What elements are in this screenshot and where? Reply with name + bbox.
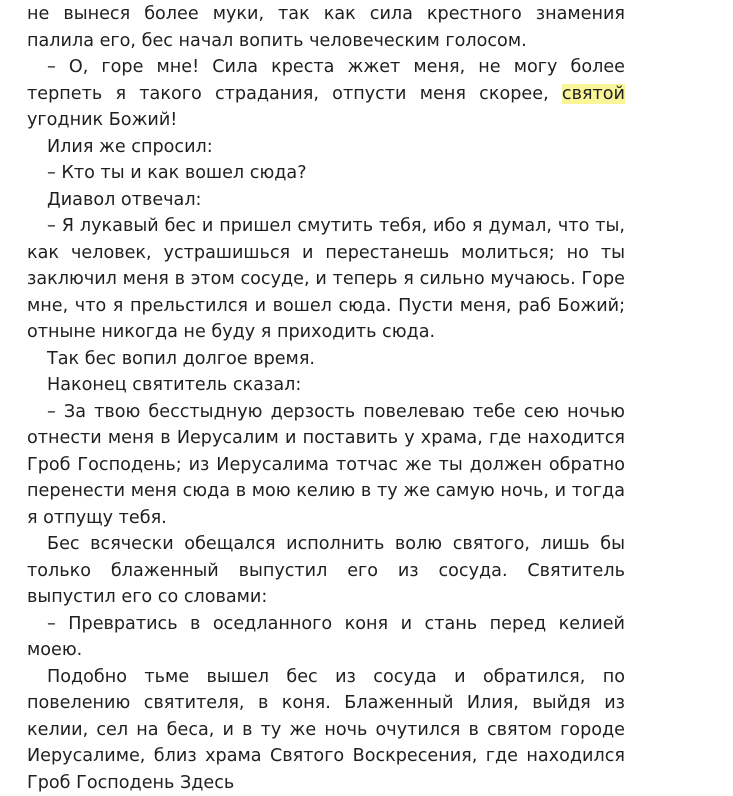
text-span: Бес всячески обещался исполнить волю святого, лишь бы только блаженный выпустил его из сосуда. Святитель выпустил его со словами: [27, 534, 625, 607]
text-span: Илия же спросил: [47, 137, 213, 157]
text-span: – Кто ты и как вошел сюда? [47, 163, 307, 183]
book-text [27, 1, 625, 796]
paragraph [27, 160, 625, 187]
paragraph [27, 213, 625, 346]
text-span: Так бес вопил долгое время. [47, 349, 315, 369]
paragraph [27, 664, 625, 796]
paragraph-continuation [27, 1, 625, 54]
text-span: Подобно тьме вышел бес из сосуда и обратился, по повелению святителя, в коня. Блаженный Илия, выйдя из келии, сел на беса, и в ту же ночь очутился в святом городе Иерусалиме, близ храма Святого Воскресения, где находился Гроб Господень Здесь [27, 667, 625, 793]
text-span: угодник Божий! [27, 110, 177, 130]
paragraph [27, 372, 625, 399]
text-span: – Я лукавый бес и пришел смутить тебя, ибо я думал, что ты, как человек, устрашишься и перестанешь молиться; но ты заключил меня в этом сосуде, и теперь я сильно мучаюсь. Горе мне, что я прельстился и вошел сюда. Пусти меня, раб Божий; отныне никогда не буду я приходить сюда. [27, 216, 625, 342]
paragraph [27, 134, 625, 161]
text-span: – Превратись в оседланного коня и стань перед келией моею. [27, 614, 625, 661]
paragraph [27, 187, 625, 214]
text-span: – О, горе мне! Сила креста жжет меня, не могу более терпеть я такого страдания, отпусти меня скорее, [27, 57, 625, 104]
paragraph [27, 399, 625, 532]
highlighted-word[interactable]: святой [562, 84, 625, 104]
page-margin [637, 0, 733, 717]
paragraph [27, 611, 625, 664]
paragraph-demon-cry [27, 54, 625, 134]
paragraph [27, 346, 625, 373]
text-span: – За твою бесстыдную дерзость повелеваю тебе сею ночью отнести меня в Иерусалим и поставить у храма, где находится Гроб Господень; из Иерусалима тотчас же ты должен обратно перенести меня сюда в мою келию в ту же самую ночь, и тогда я отпущу тебя. [27, 402, 625, 528]
text-span: Диавол отвечал: [47, 190, 202, 210]
paragraph [27, 531, 625, 611]
text-span: не вынеся более муки, так как сила крестного знамения палила его, бес начал вопить человеческим голосом. [27, 4, 625, 51]
text-span: Наконец святитель сказал: [47, 375, 301, 395]
